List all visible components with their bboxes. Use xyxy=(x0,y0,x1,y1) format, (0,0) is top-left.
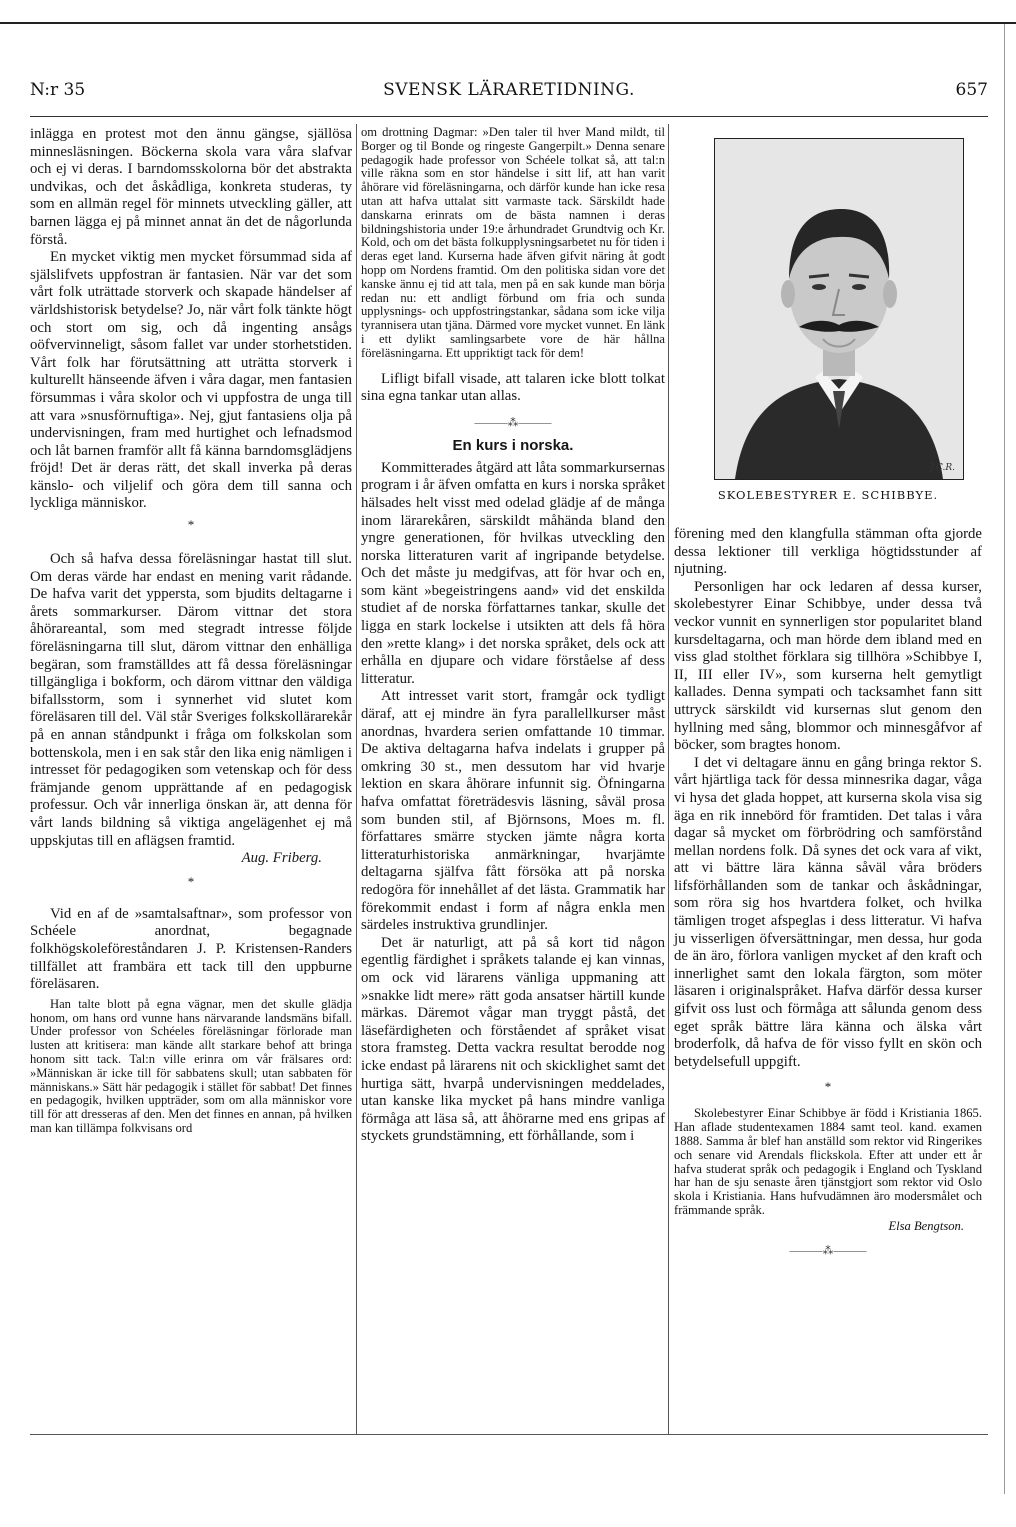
col3-paragraph-4: Skolebestyrer Einar Schibbye är född i Kristiania 1865. Han aflade studentexamen 1884 samt teol. kand. examen 1888. Samma år blef han anställd som rektor vid Ringerikes och senare vid Arendals flickskola. Efter att under ett år hafva studerat språk och pedagogik i England och Tyskland har han de sju senaste åren tjänstgjort som rektor vid Oslo skola i Kristiania. Hans hufvudämnen äro modersmålet och främmande språk. xyxy=(674,1106,982,1217)
col3-paragraph-3: I det vi deltagare ännu en gång bringa rektor S. vårt hjärtliga tack för dessa minnesrika dagar, våga vi hysa det glada hoppet, att kurserna skola visa sig äga en rik innebörd för framtiden. Det talas i våra dagar så mycket om förbrödring och samförstånd mellan nordens folk. Då synes det ock vara af vikt, att vi bättre lära känna såväl våra bröders lifsförhållanden som de tankar och åskådningar, som röra sig hos hvartdera folket, och hvilka tämligen troget afspeglas i dess litteratur. Vi hafva ju visserligen öfversättningar, men dessa, hur goda de än äro, förlora vanligen mycket af den kraft och innerlighet samt den lokala färgton, som möter läsaren i originalspråket. Hafva därför dessa kurser gifvit oss lust och förmåga att sålunda genom dess eget språk bättre lära känna och älska vårt broderfolk, då hafva de för visso fyllt en skön och betydelsefull uppgift. xyxy=(674,754,982,1070)
column-2 xyxy=(361,126,665,1146)
col1-paragraph-4: Vid en af de »samtalsaftnar», som professor von Schéele anordnat, begagnade folkhögskoleföreståndaren J. P. Kristensen-Randers tillfället att frambära ett tack till den uppburne föreläsaren. xyxy=(30,905,352,993)
header-rule xyxy=(30,116,988,117)
col1-paragraph-5: Han talte blott på egna vägnar, men det skulle glädja honom, om hans ord vunne hans närvarande landsmäns bifall. Under professor von Schéeles föreläsningar förlorade man lusten att kritisera: man kände allt starkare behof att bringa honom sitt tack. Tal:n ville erinra om vår frälsares ord: »Människan är icke till för sabbatens skull; utan sabbaten för människans.» Sätt här pedagogik i stället för sabbat! Det finnes en pedagogik, hvilken uppträder, som om alla människor vore till för att dresseras af den. Men det finnes en annan, på hvilken man kan tillämpa folkvisans ord xyxy=(30,996,352,1135)
col2-paragraph-4: Att intresset varit stort, framgår ock tydligt däraf, att ej mindre än fyra parallellkurser måst anordnas, hvardera serien omfattande 10 timmar. De aktiva deltagarna hafva indelats i grupper på omkring 30 st., men dessutom har vid hvarje lektion en skara åhörare infunnit sig. Öfningarna hafva omfattat företrädesvis läsning, såväl prosa som bunden stil, af Björnsons, Moes m. fl. författares smärre stycken jämte några korta litteraturhistoriska anmärkningar, hvarjämte deltagarna själfva fått försöka att på norska redogöra för innehållet af det lästa. Grammatik har förekommit endast i form af några enkla men särdeles instruktiva grundlinjer. xyxy=(361,688,665,934)
column-3 xyxy=(674,526,982,1257)
ornament-divider-2: ———⁂——— xyxy=(789,1244,867,1257)
col1-paragraph-1: inlägga en protest mot den ännu gängse, själlösa minnesläsningen. Böckerna skola vara våra slafvar och ej vi deras. I barndomsskolorna bör det abstrakta undvikas, och det åskådliga, konkreta studeras, ty som en allmän regel för minnets utveckling gäller, att barnen lägga ej på minnet annat än det de någorlunda förstå. xyxy=(30,126,352,248)
photo-signature: J.C.R. xyxy=(930,463,955,473)
issue-number: N:r 35 xyxy=(30,80,86,100)
column-1 xyxy=(30,126,352,1136)
col2-paragraph-1: om drottning Dagmar: »Den taler til hver Mand mildt, til Borger og til Bonde og ringeste Gangerpilt.» Denna senare pedagogik hade professor von Schéele tolkat så, att tal:n ville räkna som en stor händelse i sitt lif, att han varit åhörare vid föreläsningarna, och därför kunde han icke resa utan att hafva uttalat sitt varmaste tack. Särskildt hade danskarna erinrats om de bästa namnen i deras bildningshistoria under 19:e århundradet Grundtvig och Kr. Kold, och om det bästa folkupplysningsarbetet nu för tiden i deras eget land. Kurserna hade äfven gifvit näring åt godt hopp om Nordens framtid. Om den politiska sidan vore det kanske ännu ej tid att tala, men på en sak kunde man börja redan nu: ett andligt förbund om fria och sunda upplysnings- och uppfostringstankar, sådana som icke vilja tyrannisera utan tjäna. Därmed vore mycket vunnet. En länk i ett dylikt samlingsarbete vore de här hållna föreläsningarna. Ett uppriktigt tack för dem! xyxy=(361,125,665,360)
col3-paragraph-1: förening med den klangfulla stämman ofta gjorde dessa lektioner till verkliga högtidsstunder af njutning. xyxy=(674,526,982,578)
page-top-edge xyxy=(0,22,1016,24)
col2-paragraph-5: Det är naturligt, att på så kort tid någon egentlig färdighet i språkets talande ej kan vinnas, om ock vid lärarens vänliga uppmaning att »snakke lidt mere» rätt goda ansatser härtill kunde märkas. Däremot vågar man tryggt påstå, det läsefärdigheten och förståendet af språket visat stora framsteg. Detta vackra resultat berodde nog icke endast på lärarens nit och skicklighet samt det hurtiga sätt, hvarpå undervisningen meddelades, utan kanske lika mycket på hans mindre vanliga förmåga att läsa så, att åhörarne med ens gripas af styckets grundstämning, ett förhållande, som i xyxy=(361,934,665,1145)
signature-bengtson: Elsa Bengtson. xyxy=(888,1218,964,1233)
col3-paragraph-2: Personligen har ock ledaren af dessa kurser, skolebestyrer Einar Schibbye, under dessa två veckor vunnit en synnerligen stor popularitet bland kursdeltagarna, och man hörde dem ibland med en viss glad stolthet förklara sig tillhöra »Schibbye I, II, III eller IV», som kurserna helt gemytligt kallades. Denna sympati och tacksamhet fann sitt uttryck särskildt vid kursernas slut genom den hyllning med sång, blommor och minnesgåfvor af böcker, som bragtes honom. xyxy=(674,578,982,754)
portrait-photo xyxy=(714,138,964,480)
page-right-edge xyxy=(1004,24,1005,1494)
newspaper-title: SVENSK LÄRARETIDNING. xyxy=(383,80,635,100)
column-divider-1 xyxy=(356,124,357,1434)
col1-paragraph-2: En mycket viktig men mycket försummad sida af själslifvets uppfostran är fantasien. När var det som vårt folk uträttade storverk och skapade händelser af världshistorisk betydelse? Jo, när vårt folk tänkte högt och stort om sig, och då ingenting ansågs oöfvervinneligt, såsom fallet var under storhetstiden. Vårt folk har förutsättning att uträtta storverk i kulturellt hänseende äfven i våra dagar, men fantasien försummas i våra skolor och vi uppfostra de unga till att vara »snusförnuftiga». Nej, gjut fantasiens olja på undervisningen, fram med hurtighet och lefnadsmod och låt barnen framför allt få känna barndomsglädjens fröjd! Det är deras rätt, det skall inverka på deras känslo- och viljelif och göra dem till sanna och lyckliga människor. xyxy=(30,249,352,512)
section-star-2: * xyxy=(187,873,195,889)
col1-paragraph-3: Och så hafva dessa föreläsningar hastat till slut. Om deras värde har endast en mening varit rådande. De hafva varit det yppersta, som bjudits deltagarne i årets sommarkurser. Därom vittnar det stora åhörareantal, som med stegradt intresse följde föreläsningarna till slut, därom vittnar den enhälliga begäran, som framställdes att få dessa föreläsningar tillgängliga i bokform, och därom vittnar den väldiga bifallsstorm, som i synnerhet vid slutet kom föreläsaren till del. Väl står Sveriges folkskollärarekår på en annan ståndpunkt i fråga om folkskolan som bottenskola, men i en sak står den lika enig nämligen i intresset för pedagogiken som vetenskap och för dess främjande genom upprättande af en pedagogisk professur. Och vår innerliga önskan är, att denna för vårt lands bildning så viktiga angelägenhet ej må uppskjutas till en aflägsen framtid. xyxy=(30,551,352,849)
col2-paragraph-3: Kommitterades åtgärd att låta sommarkursernas program i år äfven omfatta en kurs i norska språket hälsades helt visst med odelad glädje af de många inom lärarekåren, särskildt måhända bland den yngre generationen, för hvilkas utveckling den norska litteraturen varit af ingripande betydelse. Och det måste ju medgifvas, att för hvar och en, som känt »begeistringens aand» vid det enskilda studiet af de norska författarnes tankar, skulle det ligga en stark lockelse i utsikten att dels få höra den »rette klang» i det norska språket, dels ock att erhålla en djupare och vidare förståelse af dess litteratur. xyxy=(361,459,665,687)
photo-caption: SKOLEBESTYRER E. SCHIBBYE. xyxy=(717,488,939,502)
bottom-rule xyxy=(30,1434,988,1435)
page-header xyxy=(30,80,988,110)
section-title-kurs-i-norska: En kurs i norska. xyxy=(452,436,574,454)
section-star-1: * xyxy=(187,517,195,533)
signature-friberg: Aug. Friberg. xyxy=(241,850,322,867)
col2-paragraph-2: Lifligt bifall visade, att talaren icke blott tolkat sina egna tankar utan allas. xyxy=(361,370,665,405)
portrait-illustration xyxy=(715,139,963,479)
section-star-3: * xyxy=(824,1079,832,1095)
column-divider-2 xyxy=(668,124,669,1434)
page-number: 657 xyxy=(955,80,988,100)
ornament-divider-1: ———⁂——— xyxy=(474,416,552,429)
